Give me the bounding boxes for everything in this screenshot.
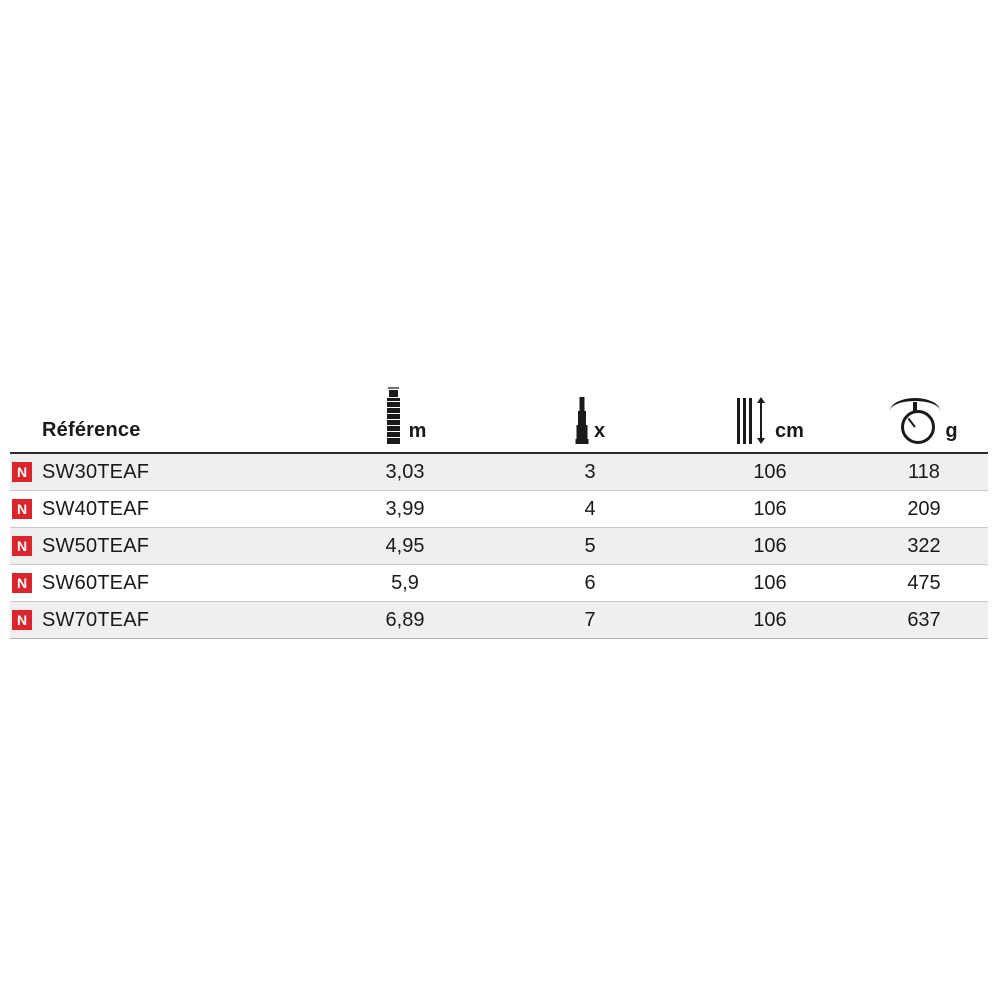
cell-reference xyxy=(10,528,310,565)
table-row xyxy=(10,565,988,602)
new-badge: N xyxy=(12,499,32,519)
ruler-icon xyxy=(384,386,404,444)
new-badge: N xyxy=(12,573,32,593)
cell-sections: 6 xyxy=(500,565,680,602)
cell-weight: 322 xyxy=(860,528,988,565)
cell-closed: 106 xyxy=(680,565,860,602)
cell-length: 5,9 xyxy=(310,565,500,602)
unit-label-weight: g xyxy=(945,420,958,442)
cell-sections: 5 xyxy=(500,528,680,565)
column-header-weight xyxy=(860,368,988,453)
new-badge: N xyxy=(12,536,32,556)
column-header-sections xyxy=(500,368,680,453)
cell-closed: 106 xyxy=(680,453,860,491)
table-row xyxy=(10,528,988,565)
unit-label-sections: x xyxy=(593,420,606,442)
scale-icon xyxy=(890,394,940,444)
cell-length: 3,03 xyxy=(310,453,500,491)
table-header xyxy=(10,368,988,453)
cell-weight: 475 xyxy=(860,565,988,602)
cell-reference xyxy=(10,453,310,491)
reference-text: SW30TEAF xyxy=(42,460,150,483)
pole-icon xyxy=(575,398,589,444)
specifications-table xyxy=(10,368,988,639)
column-header-reference: Référence xyxy=(10,368,310,453)
column-header-closed-length xyxy=(680,368,860,453)
cell-weight: 637 xyxy=(860,602,988,639)
cell-length: 3,99 xyxy=(310,491,500,528)
cell-reference xyxy=(10,491,310,528)
cell-sections: 3 xyxy=(500,453,680,491)
cell-length: 4,95 xyxy=(310,528,500,565)
cell-closed: 106 xyxy=(680,602,860,639)
unit-label-closed-length: cm xyxy=(775,420,804,442)
table-body xyxy=(10,453,988,639)
column-header-length xyxy=(310,368,500,453)
reference-text: SW70TEAF xyxy=(42,608,150,631)
bars-icon xyxy=(736,394,770,444)
table-row xyxy=(10,491,988,528)
cell-length: 6,89 xyxy=(310,602,500,639)
cell-sections: 7 xyxy=(500,602,680,639)
cell-closed: 106 xyxy=(680,528,860,565)
unit-label-length: m xyxy=(408,420,427,442)
cell-weight: 118 xyxy=(860,453,988,491)
table-row xyxy=(10,602,988,639)
table-row xyxy=(10,453,988,491)
reference-text: SW50TEAF xyxy=(42,534,150,557)
spec-table-container xyxy=(10,368,988,639)
cell-weight: 209 xyxy=(860,491,988,528)
new-badge: N xyxy=(12,610,32,630)
reference-text: SW40TEAF xyxy=(42,497,150,520)
cell-reference xyxy=(10,602,310,639)
header-row xyxy=(10,368,988,453)
reference-text: SW60TEAF xyxy=(42,571,150,594)
cell-sections: 4 xyxy=(500,491,680,528)
cell-reference xyxy=(10,565,310,602)
new-badge: N xyxy=(12,462,32,482)
cell-closed: 106 xyxy=(680,491,860,528)
